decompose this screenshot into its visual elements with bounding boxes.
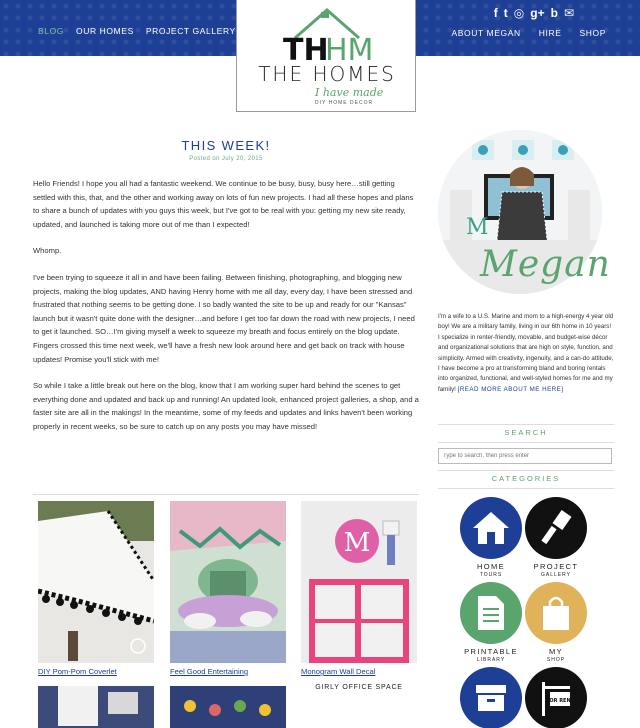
sidebar-divider [438,442,614,443]
logo-title: THE HOMES [258,62,396,86]
category-organization[interactable] [460,667,522,728]
storage-box-icon [474,683,508,713]
category-label-main: PRINTABLE [464,647,518,656]
house-icon [471,510,511,546]
category-label-sub: SHOP [546,657,566,663]
search-heading: SEARCH [504,428,548,437]
sidebar-divider [438,424,614,425]
thumb-feel-good-entertaining[interactable] [170,501,286,663]
nav-shop[interactable]: SHOP [579,28,606,38]
bloglovin-icon[interactable]: b [550,6,558,20]
thumb-pom-pom-coverlet[interactable] [38,501,154,663]
thumb-caption[interactable]: Feel Good Entertaining [170,667,249,676]
nav-project-gallery[interactable]: PROJECT GALLERY [145,26,236,36]
pom-pom-coverlet-image [38,501,154,663]
social-links [494,6,574,20]
author-bio-text: I'm a wife to a U.S. Marine and mom to a high-energy 4 year old boy! We are a military family, living in our 6th home in 10 years! I specialize in renter-friendly, movable, and budget-wise décor and organizational solutions that are high on style, function, and simplicity. Armed with creativity, ingenuity, and a can-do attitude, I have become a pro at transforming bland and boring rentals into organized, functional, and well-styled homes for me and my family! [438,313,614,393]
thumb-row2-item[interactable] [38,686,154,728]
category-home-tours[interactable] [460,497,522,559]
category-label-main: HOME [476,562,506,571]
category-label-main: PROJECT [533,562,579,571]
category-label-sub: LIBRARY [476,657,506,663]
paintbrush-icon [536,508,576,548]
category-printable-library[interactable] [460,582,522,644]
categories-heading: CATEGORIES [491,474,561,483]
primary-nav-right [452,28,606,38]
document-icon [476,594,506,632]
instagram-icon[interactable]: ◎ [513,6,525,20]
read-more-link[interactable]: [READ MORE ABOUT ME HERE] [457,385,564,393]
thumb-monogram-wall-decal[interactable] [301,501,417,663]
girly-office-title[interactable]: GIRLY OFFICE SPACE [315,684,403,691]
sidebar-divider [438,470,614,471]
monogram-wall-decal-image [301,501,417,663]
post-paragraph: So while I take a little break out here on the blog, know that I am working super hard behind the scenes to get everything done and updated and back up and running! An updated look, enhanced project galleries, a shop, and a faster site are all in the makings! In the meantime, some of my feeds and updates and links haven't been working properly in recent weeks, so be sure to catch up on any posts you may have missed! [33,381,419,431]
for-rent-sign-icon [536,678,576,718]
svg-text:M: M [343,528,371,558]
thumb-row2-image [38,686,154,728]
thumb-row2-image [170,686,286,728]
category-my-shop[interactable] [525,582,587,644]
twitter-icon[interactable]: t [503,6,508,20]
logo-subtitle: DIY HOME DECOR [315,100,374,106]
post-title[interactable]: THIS WEEK! [181,138,271,153]
thumb-caption[interactable]: DIY Pom-Pom Coverlet [38,667,117,676]
post-paragraph: Whomp. [33,246,62,256]
svg-text:HM: HM [325,33,373,64]
author-signature: Megan [480,244,611,285]
search-input[interactable] [438,448,612,464]
svg-text:TH: TH [283,33,329,64]
nav-our-homes[interactable]: OUR HOMES [76,26,134,36]
category-label-sub: GALLERY [541,572,571,578]
google-plus-icon[interactable]: g+ [530,6,545,20]
category-label-main: MY [548,647,564,656]
svg-text:M: M [466,215,489,240]
email-icon[interactable]: ✉ [563,6,574,20]
sidebar-divider [438,488,614,489]
nav-about-megan[interactable]: ABOUT MEGAN [451,28,521,38]
content-divider [33,494,419,495]
post-body [33,177,419,447]
logo-script: I have made [315,86,384,99]
facebook-icon[interactable]: f [493,6,498,20]
shopping-bag-icon [540,594,572,632]
thumb-caption[interactable]: Monogram Wall Decal [301,667,376,676]
category-label-sub: TOURS [479,572,503,578]
thumb-row2-item[interactable] [170,686,286,728]
post-paragraph: Hello Friends! I hope you all had a fantastic weekend. We continue to be busy, busy, busy here…still getting settled with this, that, and the other and working away on lots of fun new projects. I had all these hopes and plans to share a bunch of updates with you guys this week, but I've got to be real with you: getting my new site ready, updated, and launched is taking more out of me than I expected! [33,179,414,229]
category-label [516,562,596,580]
nav-blog[interactable]: BLOG [38,26,65,36]
post-date: Posted on July 20, 2015 [189,156,263,162]
feel-good-entertaining-image [170,501,286,663]
author-bio [438,312,614,395]
post-paragraph: I've been trying to squeeze it all in and have been failing. Between finishing, photographing, and blogging new projects, making the blog updates, AND having Henry home with me all day, every day, I have been stressed and frustrated that nothing seems to be getting done. I so badly wanted the site to be up and ready for our "Kansas" launch but it wasn't quite done with the designer…and before I get too far down the road with new projects, I need to get it launched. SO…I'm giving myself a week to squeeze my breath and focus entirely on the blog update. Fingers crossed this time next week, we'll have a fresh new look around here and get back on track with house updates! Promise you'll stick with me! [33,272,415,364]
house-monogram-icon [281,4,373,64]
primary-nav-left [38,26,236,36]
for-rent-text: FOR RENT [545,698,575,704]
site-logo[interactable] [236,0,416,112]
category-project-gallery[interactable] [525,497,587,559]
nav-hire[interactable]: HIRE [538,28,562,38]
category-rentals[interactable] [525,667,587,728]
category-label [516,647,596,665]
